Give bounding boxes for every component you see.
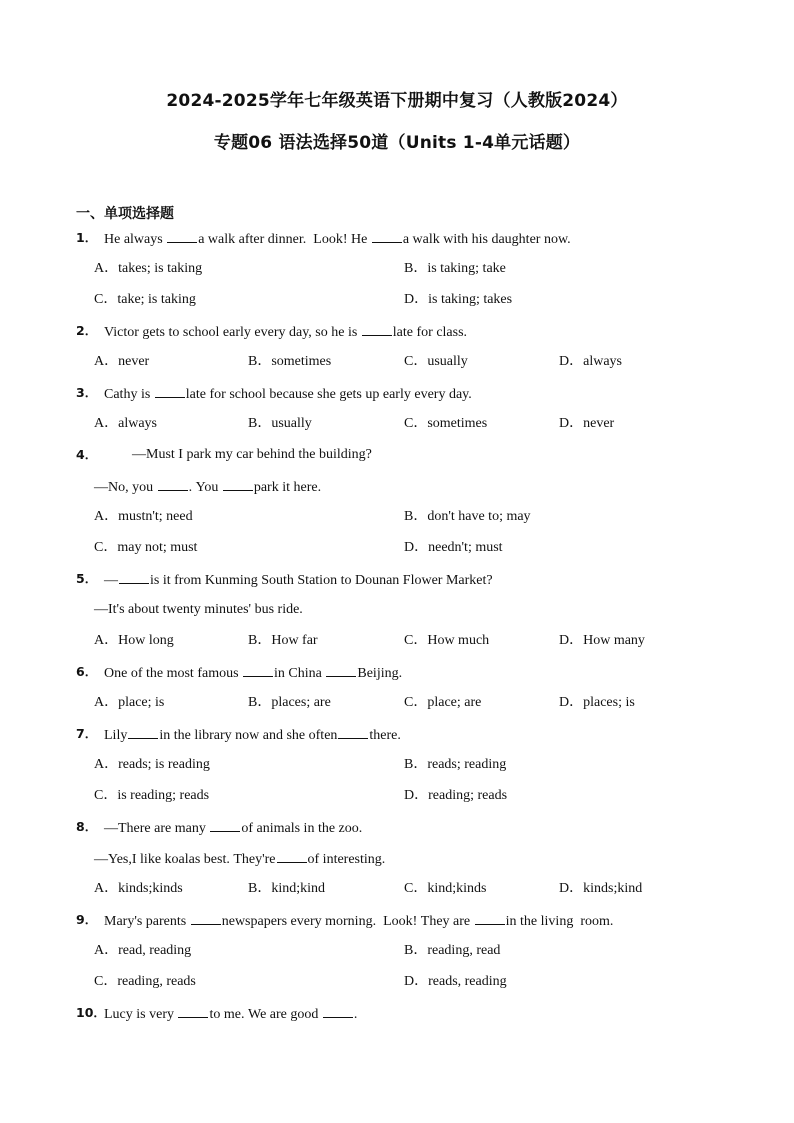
question-stem: Mary's parents newspapers every morning. Look! They are in the living room.	[104, 911, 613, 931]
question-stem: He always a walk after dinner. Look! He a walk with his daughter now.	[104, 229, 571, 249]
question-stem: —There are many of animals in the zoo.	[104, 818, 362, 838]
answer-option[interactable]: A．reads; is reading	[94, 757, 210, 772]
answer-option[interactable]: A．kinds;kinds	[94, 881, 183, 896]
answer-option[interactable]: D．reading; reads	[404, 788, 508, 803]
answer-blank	[167, 229, 197, 243]
answer-option[interactable]: A．read, reading	[94, 943, 192, 958]
section-heading: 一、单项选择题	[76, 206, 174, 222]
answer-option[interactable]: A．takes; is taking	[94, 261, 203, 276]
answer-option[interactable]: D．places; is	[559, 695, 635, 710]
answer-option[interactable]: A．mustn't; need	[94, 509, 193, 524]
answer-option[interactable]: A．How long	[94, 633, 174, 648]
question-number: 2．	[76, 323, 98, 338]
answer-option[interactable]: B．is taking; take	[404, 261, 506, 276]
answer-blank	[178, 1004, 208, 1018]
question-stem: — is it from Kunming South Station to Dounan Flower Market?	[104, 570, 493, 590]
question-number: 9．	[76, 912, 98, 927]
answer-option[interactable]: C．place; are	[404, 695, 482, 710]
answer-option[interactable]: D．reads, reading	[404, 974, 507, 989]
question-number: 5．	[76, 571, 98, 586]
answer-option[interactable]: C．take; is taking	[94, 292, 196, 307]
document-subtitle: 专题06 语法选择50道（Units 1-4单元话题）	[213, 133, 581, 153]
answer-option[interactable]: D．always	[559, 354, 622, 369]
answer-option[interactable]: B．don't have to; may	[404, 509, 531, 524]
answer-option[interactable]: C．sometimes	[404, 416, 488, 431]
answer-option[interactable]: B．places; are	[248, 695, 331, 710]
answer-blank	[223, 477, 253, 491]
answer-option[interactable]: D．How many	[559, 633, 645, 648]
question-number: 4．	[76, 447, 98, 462]
answer-blank	[475, 911, 505, 925]
answer-option[interactable]: C．kind;kinds	[404, 881, 487, 896]
answer-option[interactable]: D．kinds;kind	[559, 881, 643, 896]
question-number: 7．	[76, 726, 98, 741]
answer-option[interactable]: A．never	[94, 354, 150, 369]
answer-option[interactable]: C．How much	[404, 633, 490, 648]
question-number: 1．	[76, 230, 98, 245]
answer-blank	[155, 384, 185, 398]
document-title: 2024-2025学年七年级英语下册期中复习（人教版2024）	[166, 91, 628, 111]
answer-option[interactable]: A．place; is	[94, 695, 165, 710]
answer-option[interactable]: D．needn't; must	[404, 540, 503, 555]
question-stem-continued: —Yes,I like koalas best. They're of interesting.	[94, 849, 385, 869]
question-number: 8．	[76, 819, 98, 834]
answer-option[interactable]: A．always	[94, 416, 157, 431]
question-stem-continued: —No, you . You park it here.	[94, 477, 321, 497]
question-stem: Lily in the library now and she often there.	[104, 725, 401, 745]
answer-blank	[128, 725, 158, 739]
answer-blank	[119, 570, 149, 584]
answer-option[interactable]: C．reading, reads	[94, 974, 196, 989]
answer-option[interactable]: B．How far	[248, 633, 318, 648]
answer-blank	[277, 849, 307, 863]
answer-blank	[362, 322, 392, 336]
question-number: 10．	[76, 1005, 106, 1020]
answer-blank	[323, 1004, 353, 1018]
answer-option[interactable]: D．never	[559, 416, 615, 431]
answer-option[interactable]: C．may not; must	[94, 540, 198, 555]
question-stem: Victor gets to school early every day, so he is late for class.	[104, 322, 467, 342]
answer-option[interactable]: B．sometimes	[248, 354, 332, 369]
answer-option[interactable]: C．is reading; reads	[94, 788, 210, 803]
question-stem: One of the most famous in China Beijing.	[104, 663, 402, 683]
answer-blank	[158, 477, 188, 491]
answer-option[interactable]: B．usually	[248, 416, 312, 431]
question-stem: Lucy is very to me. We are good .	[104, 1004, 357, 1024]
answer-blank	[243, 663, 273, 677]
answer-option[interactable]: B．reads; reading	[404, 757, 507, 772]
answer-option[interactable]: D．is taking; takes	[404, 292, 513, 307]
question-number: 6．	[76, 664, 98, 679]
answer-blank	[210, 818, 240, 832]
question-stem: —Must I park my car behind the building?	[104, 447, 372, 462]
answer-option[interactable]: C．usually	[404, 354, 468, 369]
question-number: 3．	[76, 385, 98, 400]
question-stem-continued: —It's about twenty minutes' bus ride.	[94, 602, 303, 617]
answer-blank	[326, 663, 356, 677]
answer-blank	[191, 911, 221, 925]
answer-option[interactable]: B．reading, read	[404, 943, 501, 958]
question-stem: Cathy is late for school because she gets up early every day.	[104, 384, 472, 404]
answer-blank	[338, 725, 368, 739]
answer-option[interactable]: B．kind;kind	[248, 881, 326, 896]
answer-blank	[372, 229, 402, 243]
